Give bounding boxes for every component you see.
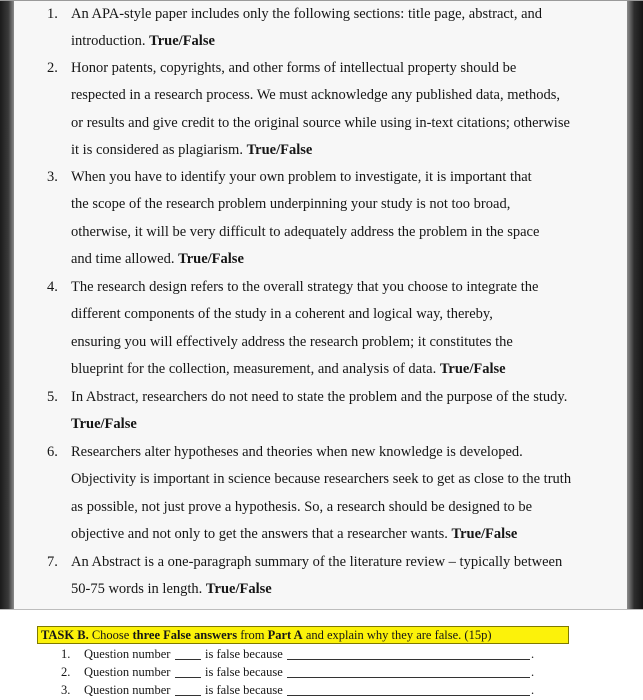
question-body: An Abstract is a one-paragraph summary of the literature review – typically between 50-75 words in length. (71, 554, 563, 598)
true-false-label: True/False (439, 360, 506, 377)
question-number-blank[interactable] (175, 659, 201, 660)
answer-row-label: Question number (84, 647, 171, 661)
answer-row-end: . (531, 683, 535, 697)
question-text (71, 164, 623, 273)
question-number: 7. (47, 554, 58, 570)
answer-row-1 (0, 646, 643, 663)
task-b-from: from (240, 628, 265, 642)
explanation-blank[interactable] (287, 695, 530, 696)
answer-row-middle: is false because (205, 647, 283, 661)
question-body: In Abstract, researchers do not need to state the problem and the purpose of the study. (71, 389, 568, 405)
task-b-rest: and explain why they are false. (15p) (305, 628, 492, 642)
question-body: Honor patents, copyrights, and other forms of intellectual property should be respected in a research process. We must acknowledge any published data, methods, or results and give credit to the original source while using in-text citations; otherwise it is considered as plagiarism. (71, 60, 570, 158)
true-false-label: True/False (149, 33, 215, 50)
true-false-label: True/False (451, 525, 518, 542)
question-body: The research design refers to the overall strategy that you choose to integrate the different components of the study in a coherent and logical way, thereby, ensuring you will effectively address the research problem; it constitutes the blueprint for the collection, measurement, and analysis of data. (71, 279, 539, 377)
question-number: 2. (47, 60, 58, 76)
question-number: 5. (47, 389, 58, 405)
question-number-blank[interactable] (175, 677, 201, 678)
answer-row-end: . (531, 647, 535, 661)
question-text (71, 384, 623, 439)
true-false-label: True/False (205, 581, 272, 598)
answer-row-number: 3. (61, 683, 71, 697)
true-false-label: True/False (71, 416, 137, 433)
answer-row-2 (0, 664, 643, 681)
question-text (71, 1, 623, 56)
question-number: 6. (47, 444, 58, 460)
answer-row-middle: is false because (205, 683, 283, 697)
answer-row-middle: is false because (205, 665, 283, 679)
task-b-label: TASK B. (41, 628, 89, 642)
task-b-instructions (37, 626, 569, 644)
task-b-section (0, 614, 643, 700)
question-number-blank[interactable] (175, 695, 201, 696)
true-false-label: True/False (246, 141, 313, 158)
answer-row-end: . (531, 665, 535, 679)
explanation-blank[interactable] (287, 659, 530, 660)
explanation-blank[interactable] (287, 677, 530, 678)
answer-row-number: 2. (61, 665, 71, 679)
question-text (71, 55, 623, 164)
answer-row-3 (0, 682, 643, 699)
question-body: Researchers alter hypotheses and theories when new knowledge is developed. Objectivity is important in science because researchers seek to get as close to the truth as possible, not just prove a hypothesis. So, a research should be designed to be objective and not only to get the answers that a researcher wants. (71, 444, 572, 542)
task-b-intro: Choose (91, 628, 130, 642)
question-number: 1. (47, 6, 58, 22)
task-b-emphasis-part-a: Part A (267, 628, 303, 642)
question-text (71, 549, 623, 604)
task-b-emphasis-false-answers: three False answers (132, 628, 238, 642)
question-number: 4. (47, 279, 58, 295)
question-text (71, 274, 623, 383)
question-number: 3. (47, 169, 58, 185)
question-body: When you have to identify your own problem to investigate, it is important that the scope of the research problem underpinning your study is not too broad, otherwise, it will be very difficult to adequately address the problem in the space and time allowed. (71, 169, 540, 267)
answer-row-label: Question number (84, 683, 171, 697)
answer-row-number: 1. (61, 647, 71, 661)
question-text (71, 439, 623, 548)
true-false-label: True/False (178, 250, 244, 267)
answer-row-label: Question number (84, 665, 171, 679)
question-body: An APA-style paper includes only the following sections: title page, abstract, and introduction. (71, 6, 543, 50)
